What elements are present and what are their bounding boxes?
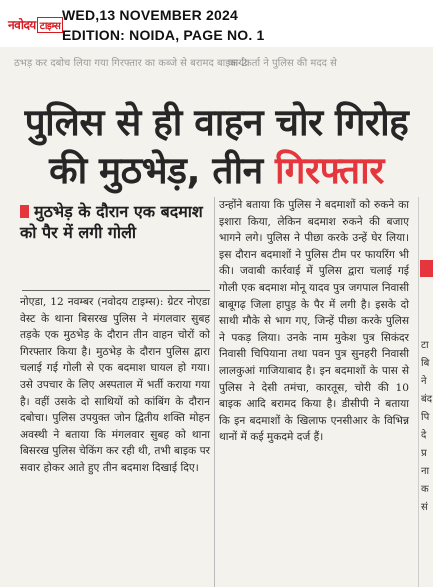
logo-box-text: टाइम्स [37, 17, 64, 33]
column-rule [22, 290, 210, 291]
red-marker-icon [420, 260, 433, 277]
headline-line-2-black: की मुठभेड़, तीन [49, 149, 263, 192]
edition-date: WED,13 NOVEMBER 2024 [62, 7, 238, 23]
subheadline [20, 201, 210, 243]
edge-fragment: सं [421, 502, 428, 513]
subheadline-text: मुठभेड़ के दौरान एक बदमाश को पैर में लगी गोली [20, 202, 203, 242]
edge-fragment: दे [421, 430, 427, 441]
red-bullet-icon [20, 205, 29, 218]
headline-line-1: पुलिस से ही वाहन चोर गिरोह [24, 101, 409, 144]
edge-fragment: क [421, 484, 429, 495]
edge-fragment: बि [421, 358, 430, 369]
edge-fragment: प्र [421, 448, 427, 459]
headline-line-2 [0, 143, 433, 194]
column-divider [214, 197, 215, 587]
right-column-text [219, 197, 409, 446]
headline-line-2-red: गिरफ्तार [275, 149, 384, 192]
page-header [0, 0, 433, 44]
publication-logo [8, 16, 63, 33]
cut-text-right: कार्यकर्ता ने पुलिस की मदद से [228, 58, 337, 69]
newspaper-clipping [0, 47, 433, 587]
right-paragraph: उन्होंने बताया कि पुलिस ने बदमाशों को रुकने का इशारा किया, लेकिन बदमाश रुकने की बजाए भागने लगे। पुलिस ने पीछा करके उन्हें घेर लिया। इस दौरान बदमाशों ने पुलिस टीम पर फायरिंग भी की। जवाबी कार्रवाई में पुलिस द्वारा चलाई गई गोली एक बदमाश मोनू यादव पुत्र जगपाल निवासी बाबूगढ़ जिला हापुड़ के पैर में लगी है। इसके दो साथी मौके से भाग गए, जिन्हें पीछा करके पुलिस ने पकड़ लिया। उनके नाम मुकेश पुत्र सिकंदर निवासी चिपियाना तथा पवन पुत्र सुनहरी निवासी लालकुआं गाजियाबाद है। इन बदमाशों के पास से पुलिस ने देसी तमंचा, कारतूस, चोरी की 10 बाइक आदि बरामद किया है। डीसीपी ने बताया कि इन बदमाशों के खिलाफ एनसीआर के विभिन्न थानों में कई मुकदमे दर्ज हैं। [219, 199, 409, 444]
edition-info: EDITION: NOIDA, PAGE NO. 1 [62, 27, 265, 43]
logo-text: नवोदय [8, 18, 36, 32]
left-column-text [20, 294, 210, 477]
edge-fragment: टा [421, 340, 429, 351]
edge-fragment: ना [421, 466, 430, 477]
edge-fragment: पि [421, 412, 430, 423]
edge-fragment: बंद [421, 394, 433, 405]
edge-fragment: ने [421, 376, 427, 387]
left-paragraph: नोएडा, 12 नवम्बर (नवोदय टाइम्स): ग्रेटर नोएडा वेस्ट के थाना बिसरख पुलिस ने मंगलवार सुबह तड़के एक मुठभेड़ के दौरान तीन वाहन चोरों को गिरफ्तार किया है। मुठभेड़ के दौरान पुलिस द्वारा चलाई गई गोली से एक बदमाश घायल हो गया। उसे उपचार के लिए अस्पताल में भर्ती कराया गया है। वहीं उसके दो साथियों को कांबिंग के दौरान दबोचा। पुलिस उपयुक्त जोन द्वितीय शक्ति मोहन अवस्थी ने बताया कि मंगलवार सुबह को थाना बिसरख पुलिस चेकिंग कर रही थी, तभी बाइक पर सवार होकर आते हुए तीन बदमाश दिखाई दिए। [20, 296, 210, 474]
cut-text-left: ठभड़ कर दबोच लिया गया गिरफ्तार का कब्जे से बरामद बाइक-2 [14, 58, 248, 69]
